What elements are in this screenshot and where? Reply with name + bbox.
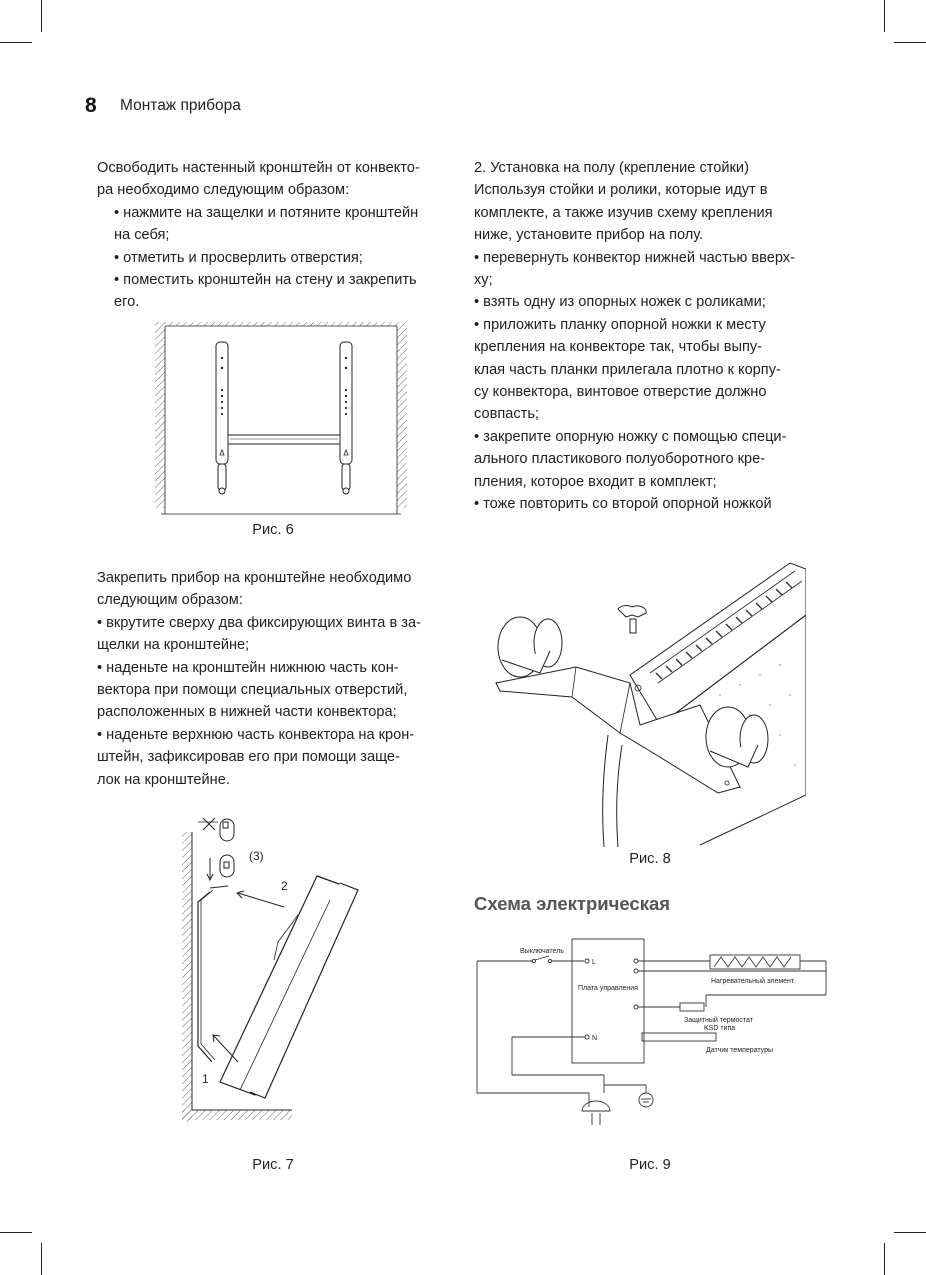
bullet-item: • тоже повторить со второй опорной ножкой — [474, 496, 772, 513]
crop-mark — [884, 1243, 885, 1275]
bullet-item: • наденьте на кронштейн нижнюю часть кон- — [97, 659, 399, 676]
paragraph-line: су конвектора, винтовое отверстие должно — [474, 384, 767, 401]
figure-7-caption: Рис. 7 — [252, 1157, 294, 1173]
schema-label-heater: Нагревательный элемент — [711, 978, 795, 985]
schema-title: Схема электрическая — [474, 893, 671, 914]
left-text-block-1 — [97, 157, 451, 314]
figure-7-mounting-diagram — [180, 810, 380, 1130]
paragraph-line: на себя; — [114, 227, 170, 244]
paragraph-line: следующим образом: — [97, 592, 243, 609]
bullet-item: • нажмите на защелки и потяните кронштейн — [97, 202, 451, 224]
bullet-item: • приложить планку опорной ножки к месту — [474, 316, 766, 333]
crop-mark — [884, 0, 885, 32]
fig7-label-step3: (3) — [249, 849, 264, 863]
paragraph-line: пления, которое входит в комплект; — [474, 473, 717, 490]
paragraph-line: расположенных в нижней части конвектора; — [97, 704, 397, 721]
page-title: Монтаж прибора — [120, 97, 241, 114]
figure-8-caption: Рис. 8 — [629, 851, 671, 867]
fig7-label-1: 1 — [202, 1072, 209, 1086]
paragraph-line: крепления на конвекторе так, чтобы выпу- — [474, 339, 763, 356]
crop-mark — [0, 1232, 32, 1233]
paragraph-line: его. — [114, 294, 140, 311]
paragraph-line: лок на кронштейне. — [97, 771, 230, 788]
bullet-item: • наденьте верхнюю часть конвектора на крон- — [97, 726, 415, 743]
paragraph-line: Закрепить прибор на кронштейне необходимо — [97, 570, 412, 586]
paragraph-line: клая часть планки прилегала плотно к корпу- — [474, 361, 781, 378]
right-text-block — [474, 157, 826, 516]
bullet-item: • поместить кронштейн на стену и закрепить — [97, 269, 451, 291]
left-text-block-2 — [97, 567, 451, 791]
paragraph-line: ху; — [474, 272, 493, 289]
schema-label-thermostat-1: Защитный термостат — [684, 1017, 753, 1024]
crop-mark — [41, 0, 42, 32]
figure-9-electrical-schema — [474, 935, 834, 1135]
paragraph-line: ниже, установите прибор на полу. — [474, 227, 704, 244]
paragraph-line: комплекте, а также изучив схему крепления — [474, 204, 773, 221]
fig7-label-2: 2 — [281, 879, 288, 893]
schema-label-thermostat-2: KSD типа — [704, 1025, 736, 1032]
paragraph-line: 2. Установка на полу (крепление стойки) — [474, 160, 749, 176]
schema-label-sensor: Датчик температуры — [706, 1047, 774, 1054]
paragraph-line: ра необходимо следующим образом: — [97, 182, 350, 199]
figure-8-floor-stand — [490, 555, 806, 847]
crop-mark — [894, 1232, 926, 1233]
crop-mark — [0, 42, 32, 43]
crop-mark — [894, 42, 926, 43]
paragraph-line: совпасть; — [474, 406, 539, 423]
bullet-item: • перевернуть конвектор нижней частью вверх- — [474, 249, 795, 266]
crop-mark — [41, 1243, 42, 1275]
bullet-item: • вкрутите сверху два фиксирующих винта в за- — [97, 614, 421, 631]
figure-9-caption: Рис. 9 — [629, 1157, 671, 1173]
paragraph-line: штейн, зафиксировав его при помощи заще- — [97, 749, 400, 766]
paragraph-line: Освободить настенный кронштейн от конвекто- — [97, 160, 420, 176]
schema-label-board: Плата управления — [578, 985, 638, 992]
paragraph-line: вектора при помощи специальных отверстий, — [97, 682, 408, 699]
paragraph-line: щелки на кронштейне; — [97, 637, 250, 654]
figure-6-wall-bracket — [155, 318, 407, 518]
bullet-item: • отметить и просверлить отверстия; — [97, 247, 451, 269]
paragraph-line: ального пластикового полуоборотного кре- — [474, 451, 766, 468]
schema-label-n: N — [592, 1035, 598, 1042]
paragraph-line: Используя стойки и ролики, которые идут в — [474, 182, 768, 199]
bullet-item: • закрепите опорную ножку с помощью специ- — [474, 428, 787, 445]
schema-label-switch: Выключатель — [520, 948, 564, 955]
figure-6-caption: Рис. 6 — [252, 522, 294, 538]
page-number: 8 — [85, 94, 97, 117]
bullet-item: • взять одну из опорных ножек с роликами; — [474, 294, 766, 311]
schema-label-l: L — [592, 959, 596, 966]
